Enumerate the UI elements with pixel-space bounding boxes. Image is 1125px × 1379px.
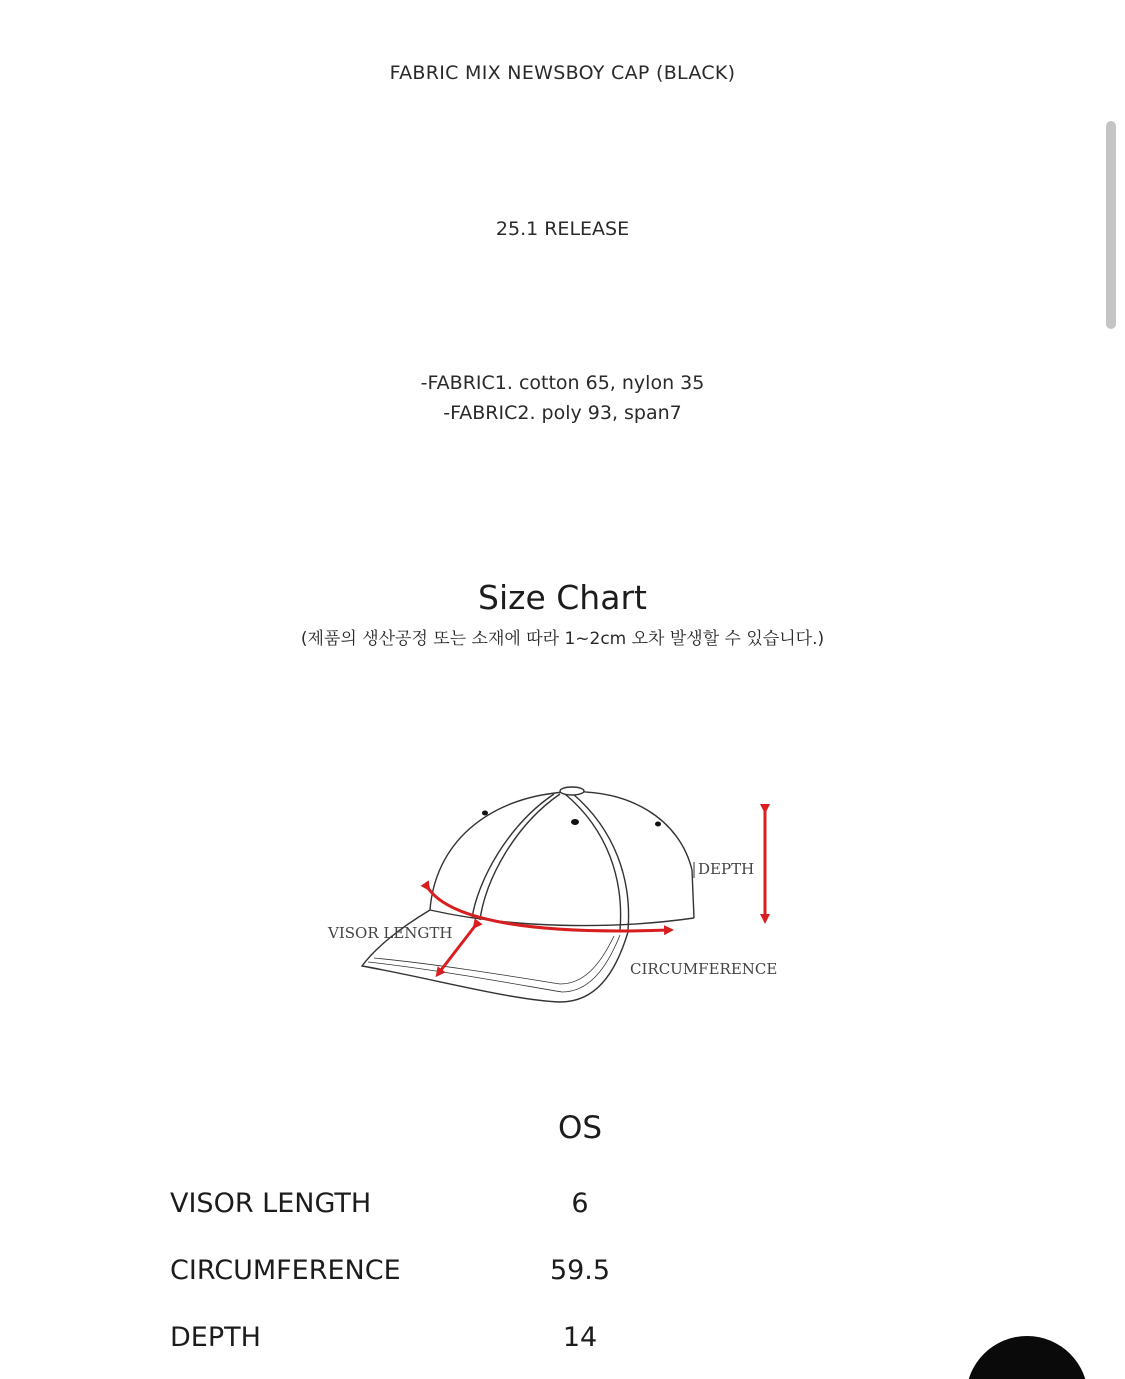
row-label: CIRCUMFERENCE: [170, 1255, 401, 1286]
size-header-os: OS: [557, 1110, 603, 1146]
row-label: DEPTH: [170, 1322, 261, 1353]
table-row: [0, 1322, 1125, 1362]
fabric-composition: [0, 368, 1125, 428]
product-title: FABRIC MIX NEWSBOY CAP (BLACK): [389, 62, 736, 84]
fabric-line-2: -FABRIC2. poly 93, span7: [443, 402, 682, 424]
scrollbar-thumb[interactable]: [1106, 121, 1116, 329]
eyelet-dot: [571, 819, 579, 825]
row-value: 59.5: [549, 1255, 611, 1286]
diagram-label-depth: DEPTH: [698, 860, 755, 878]
diagram-label-visor-length: VISOR LENGTH: [328, 924, 453, 942]
table-row: [0, 1255, 1125, 1295]
size-chart-title: Size Chart: [478, 578, 647, 617]
diagram-label-circumference: CIRCUMFERENCE: [630, 960, 778, 978]
row-value: 6: [571, 1188, 589, 1219]
fabric-line-1: -FABRIC1. cotton 65, nylon 35: [420, 372, 705, 394]
size-chart-note: (제품의 생산공정 또는 소재에 따라 1~2cm 오차 발생할 수 있습니다.): [300, 629, 825, 649]
eyelet-dot: [655, 822, 661, 827]
row-value: 14: [562, 1322, 598, 1353]
table-row: [0, 1188, 1125, 1228]
eyelet-dot: [482, 811, 488, 816]
cap-measurement-diagram: [310, 770, 810, 1020]
row-label: VISOR LENGTH: [170, 1188, 372, 1219]
release-text: 25.1 RELEASE: [495, 218, 630, 240]
